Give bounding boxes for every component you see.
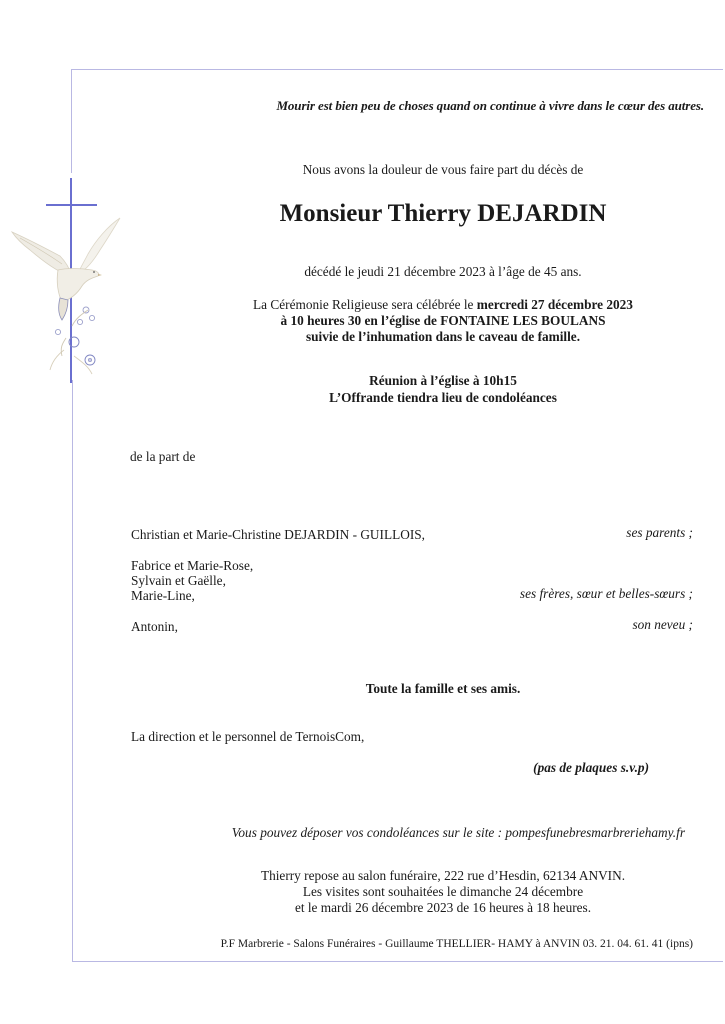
ceremony-time-place: à 10 heures 30 en l’église de FONTAINE LES BOULANS — [280, 313, 606, 328]
family-names-siblings-2: Sylvain et Gaëlle, — [131, 573, 226, 588]
visitation-details — [200, 868, 686, 916]
no-plaques-note: (pas de plaques s.v.p) — [533, 760, 649, 775]
death-date: décédé le jeudi 21 décembre 2023 à l’âge de 45 ans. — [304, 264, 582, 279]
visitation-date-1: Les visites sont souhaitées le dimanche 24 décembre — [302, 884, 584, 899]
frame-bottom-border — [72, 961, 723, 962]
from-label: de la part de — [130, 449, 196, 464]
whole-family-line: Toute la famille et ses amis. — [365, 681, 521, 696]
dove-icon — [0, 210, 130, 380]
deceased-name: Monsieur Thierry DEJARDIN — [279, 200, 607, 227]
condolences-website-note: Vous pouvez déposer vos condoléances sur le site : pompesfunebresmarbreriehamy.fr — [231, 825, 685, 840]
family-names-siblings-3: Marie-Line, — [131, 588, 195, 603]
ceremony-date: mercredi 27 décembre 2023 — [476, 297, 633, 312]
frame-top-border — [72, 69, 723, 70]
ceremony-line-1 — [200, 297, 686, 313]
gathering-details — [200, 372, 686, 406]
announcement-intro: Nous avons la douleur de vous faire part du décès de — [302, 162, 584, 177]
visitation-location: Thierry repose au salon funéraire, 222 rue d’Hesdin, 62134 ANVIN. — [260, 868, 626, 883]
ceremony-details — [200, 297, 686, 345]
offering-note: L’Offrande tiendra lieu de condoléances — [329, 390, 557, 405]
family-relation-siblings: ses frères, sœur et belles-sœurs ; — [519, 586, 693, 601]
cross-bar — [46, 204, 97, 206]
visitation-date-2: et le mardi 26 décembre 2023 de 16 heures à 18 heures. — [294, 900, 592, 915]
epigraph-quote: Mourir est bien peu de choses quand on continue à vivre dans le cœur des autres. — [276, 98, 704, 113]
gathering-time: Réunion à l’église à 10h15 — [369, 373, 517, 388]
flower-icon — [50, 307, 95, 374]
ceremony-intro-text: La Cérémonie Religieuse sera célébrée le — [253, 297, 477, 312]
family-names-parents: Christian et Marie-Christine DEJARDIN - GUILLOIS, — [131, 527, 425, 542]
company-line: La direction et le personnel de TernoisCom, — [131, 729, 365, 744]
family-names-siblings-1: Fabrice et Marie-Rose, — [131, 558, 254, 573]
family-names-nephew: Antonin, — [131, 619, 178, 634]
frame-left-border-upper — [71, 69, 72, 173]
ceremony-burial: suivie de l’inhumation dans le caveau de famille. — [305, 329, 581, 344]
funeral-home-footer: P.F Marbrerie - Salons Funéraires - Guillaume THELLIER- HAMY à ANVIN 03. 21. 04. 61. 41 (ipns) — [220, 938, 693, 950]
family-relation-parents: ses parents ; — [626, 525, 693, 540]
frame-left-border-lower — [72, 380, 73, 962]
family-relation-nephew: son neveu ; — [632, 617, 693, 632]
